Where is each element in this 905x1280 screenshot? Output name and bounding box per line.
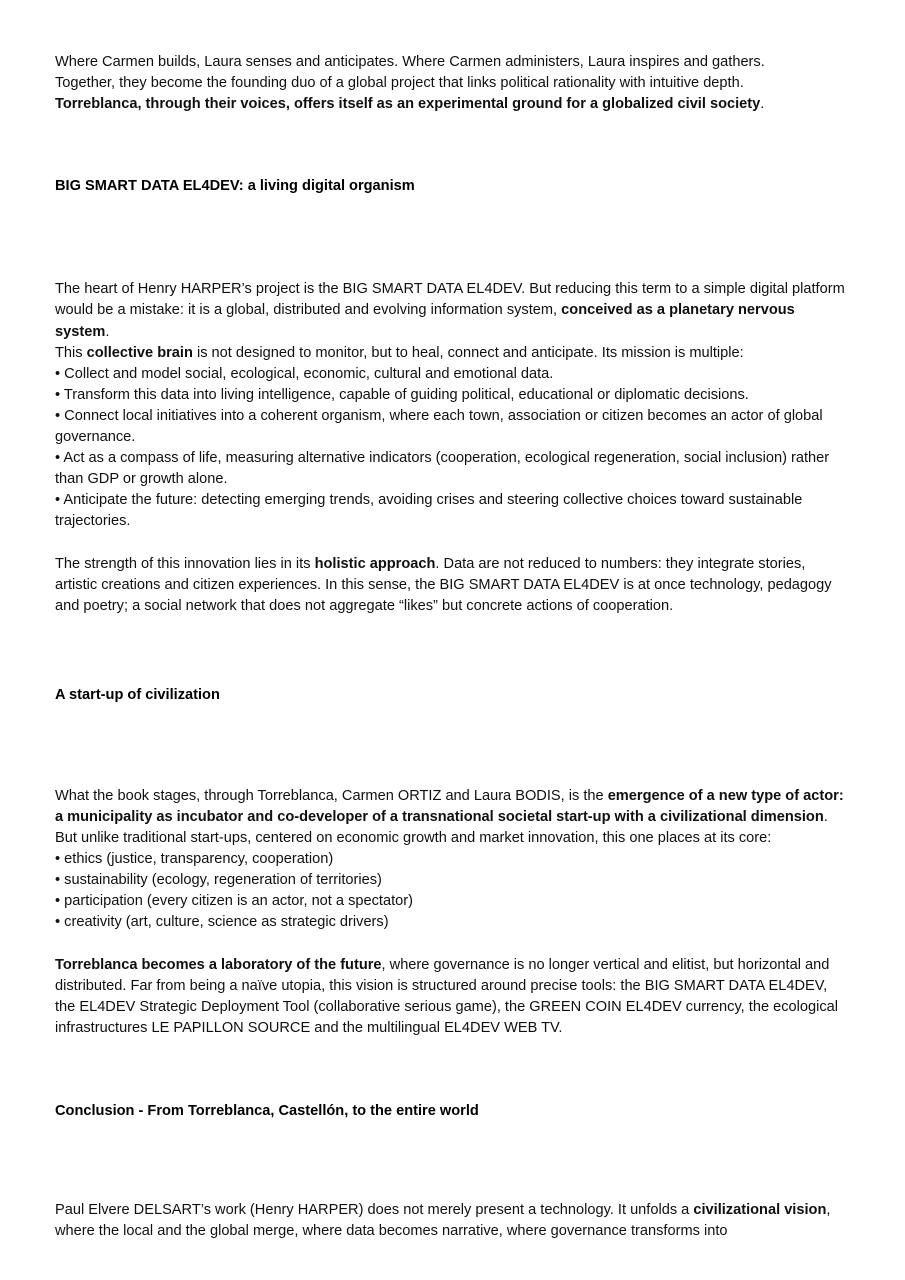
section1-bullet-2 <box>55 385 850 406</box>
section3-paragraph-1 <box>55 1200 850 1242</box>
bullet-marker-icon: • <box>55 914 61 931</box>
heading-big-smart-data: BIG SMART DATA EL4DEV: a living digital organism <box>55 178 415 195</box>
section1-bullet-1 <box>55 364 850 385</box>
spacer-after-heading-2 <box>55 706 850 786</box>
document-body <box>55 52 850 1242</box>
section1-bullet-3 <box>55 406 850 448</box>
spacer-after-heading-1 <box>55 197 850 279</box>
section2-paragraph-2 <box>55 955 850 1039</box>
section3-para1-part2: , where the local and the global merge, where data becomes narrative, where governance transforms into <box>55 1202 831 1240</box>
section1-bullet-3-text: Connect local initiatives into a coherent organism, where each town, association or citizen becomes an actor of global governance. <box>55 407 823 446</box>
section2-bullet-4 <box>55 912 850 933</box>
section1-bullet-1-text: Collect and model social, ecological, economic, cultural and emotional data. <box>64 365 554 382</box>
section1-para1-bold: conceived as a planetary nervous system <box>55 302 795 340</box>
heading-conclusion: Conclusion - From Torreblanca, Castellón, to the entire world <box>55 1102 479 1119</box>
section2-bullet-2 <box>55 870 850 891</box>
spacer-before-heading-3 <box>55 1039 850 1101</box>
section1-bullet-5 <box>55 490 850 532</box>
section1-para3-bold: holistic approach <box>314 555 436 572</box>
intro-line-1: Where Carmen builds, Laura senses and anticipates. Where Carmen administers, Laura inspires and gathers. <box>55 54 765 70</box>
section2-para2-bold: Torreblanca becomes a laboratory of the future <box>55 956 382 973</box>
section1-bullet-5-text: Anticipate the future: detecting emerging trends, avoiding crises and steering collective choices toward sustainable trajectories. <box>55 492 803 530</box>
section2-para2-tail: , where governance is no longer vertical and elitist, but horizontal and distributed. Far from being a naïve utopia, this vision is structured around precise tools: the BIG SMART DATA EL4DEV, the EL4DEV Strategic Deployment Tool (collaborative serious game), the GREEN COIN EL4DEV currency, the ecological infrastructures LE PAPILLON SOURCE and the multilingual EL4DEV WEB TV. <box>55 956 839 1036</box>
section2-bullet-4-text: creativity (art, culture, science as strategic drivers) <box>64 914 389 931</box>
intro-paragraph <box>55 52 850 115</box>
spacer-before-heading-1 <box>55 115 850 176</box>
section2-para1-part2: . But unlike traditional start-ups, centered on economic growth and market innovation, this one places at its core: <box>55 808 828 847</box>
section1-paragraph-3 <box>55 554 850 617</box>
bullet-marker-icon: • <box>55 872 61 889</box>
section1-bullet-2-text: Transform this data into living intelligence, capable of guiding political, educational or diplomatic decisions. <box>63 386 749 403</box>
bullet-marker-icon: • <box>55 893 61 910</box>
spacer-section1-mid <box>55 533 850 554</box>
intro-line-3-bold: Torreblanca, through their voices, offers itself as an experimental ground for a globalized civil society <box>55 96 761 113</box>
section1-para1-part1: The heart of Henry HARPER’s project is the BIG SMART DATA EL4DEV. But reducing this term to a simple digital platform would be a mistake: it is a global, distributed and evolving information system, <box>55 281 845 319</box>
section2-para1-bold: emergence of a new type of actor: a municipality as incubator and co-developer of a transnational societal start-up with a civilizational dimension <box>55 787 844 825</box>
section2-bullet-1-text: ethics (justice, transparency, cooperation) <box>64 851 334 868</box>
section1-para3-part1: The strength of this innovation lies in its <box>55 555 315 572</box>
intro-line-3-tail: . <box>760 96 765 113</box>
section1-paragraph-1 <box>55 279 850 363</box>
section1-para2-part1: This <box>55 344 87 361</box>
bullet-marker-icon: • <box>55 851 61 868</box>
section3-para1-bold: civilizational vision <box>693 1202 827 1218</box>
bullet-marker-icon: • <box>55 407 61 424</box>
section1-para3-part2: . Data are not reduced to numbers: they integrate stories, artistic creations and citizen experiences. In this sense, the BIG SMART DATA EL4DEV is at once technology, pedagogy and poetry; a social network that does not aggregate “likes” but concrete actions of cooperation. <box>55 555 832 614</box>
section2-bullet-3 <box>55 891 850 912</box>
bullet-marker-icon: • <box>55 450 61 467</box>
heading-start-up-of-civilization: A start-up of civilization <box>55 686 220 703</box>
section1-para2-bold: collective brain <box>86 344 193 361</box>
section1-bullet-4 <box>55 448 850 490</box>
section1-para1-part2: . <box>105 323 110 340</box>
section1-bullet-4-text: Act as a compass of life, measuring alternative indicators (cooperation, ecological regeneration, social inclusion) rather than GDP or growth alone. <box>55 450 830 488</box>
intro-line-2: Together, they become the founding duo of a global project that links political rationality with intuitive depth. <box>55 75 744 92</box>
spacer-before-heading-2 <box>55 617 850 685</box>
section3-para1-part1: Paul Elvere DELSART’s work (Henry HARPER) does not merely present a technology. It unfolds a <box>55 1202 694 1218</box>
spacer-section2-mid <box>55 934 850 955</box>
section2-para1-part1: What the book stages, through Torreblanca, Carmen ORTIZ and Laura BODIS, is the <box>55 787 608 804</box>
section1-para2-part2: is not designed to monitor, but to heal, connect and anticipate. Its mission is multiple: <box>192 344 744 361</box>
bullet-marker-icon: • <box>55 492 61 509</box>
section2-bullet-2-text: sustainability (ecology, regeneration of territories) <box>64 872 382 889</box>
spacer-after-heading-3 <box>55 1122 850 1200</box>
bullet-marker-icon: • <box>55 365 61 382</box>
section2-bullet-3-text: participation (every citizen is an actor, not a spectator) <box>64 893 413 910</box>
section2-paragraph-1 <box>55 786 850 849</box>
bullet-marker-icon: • <box>55 386 61 403</box>
section2-bullet-1 <box>55 849 850 870</box>
